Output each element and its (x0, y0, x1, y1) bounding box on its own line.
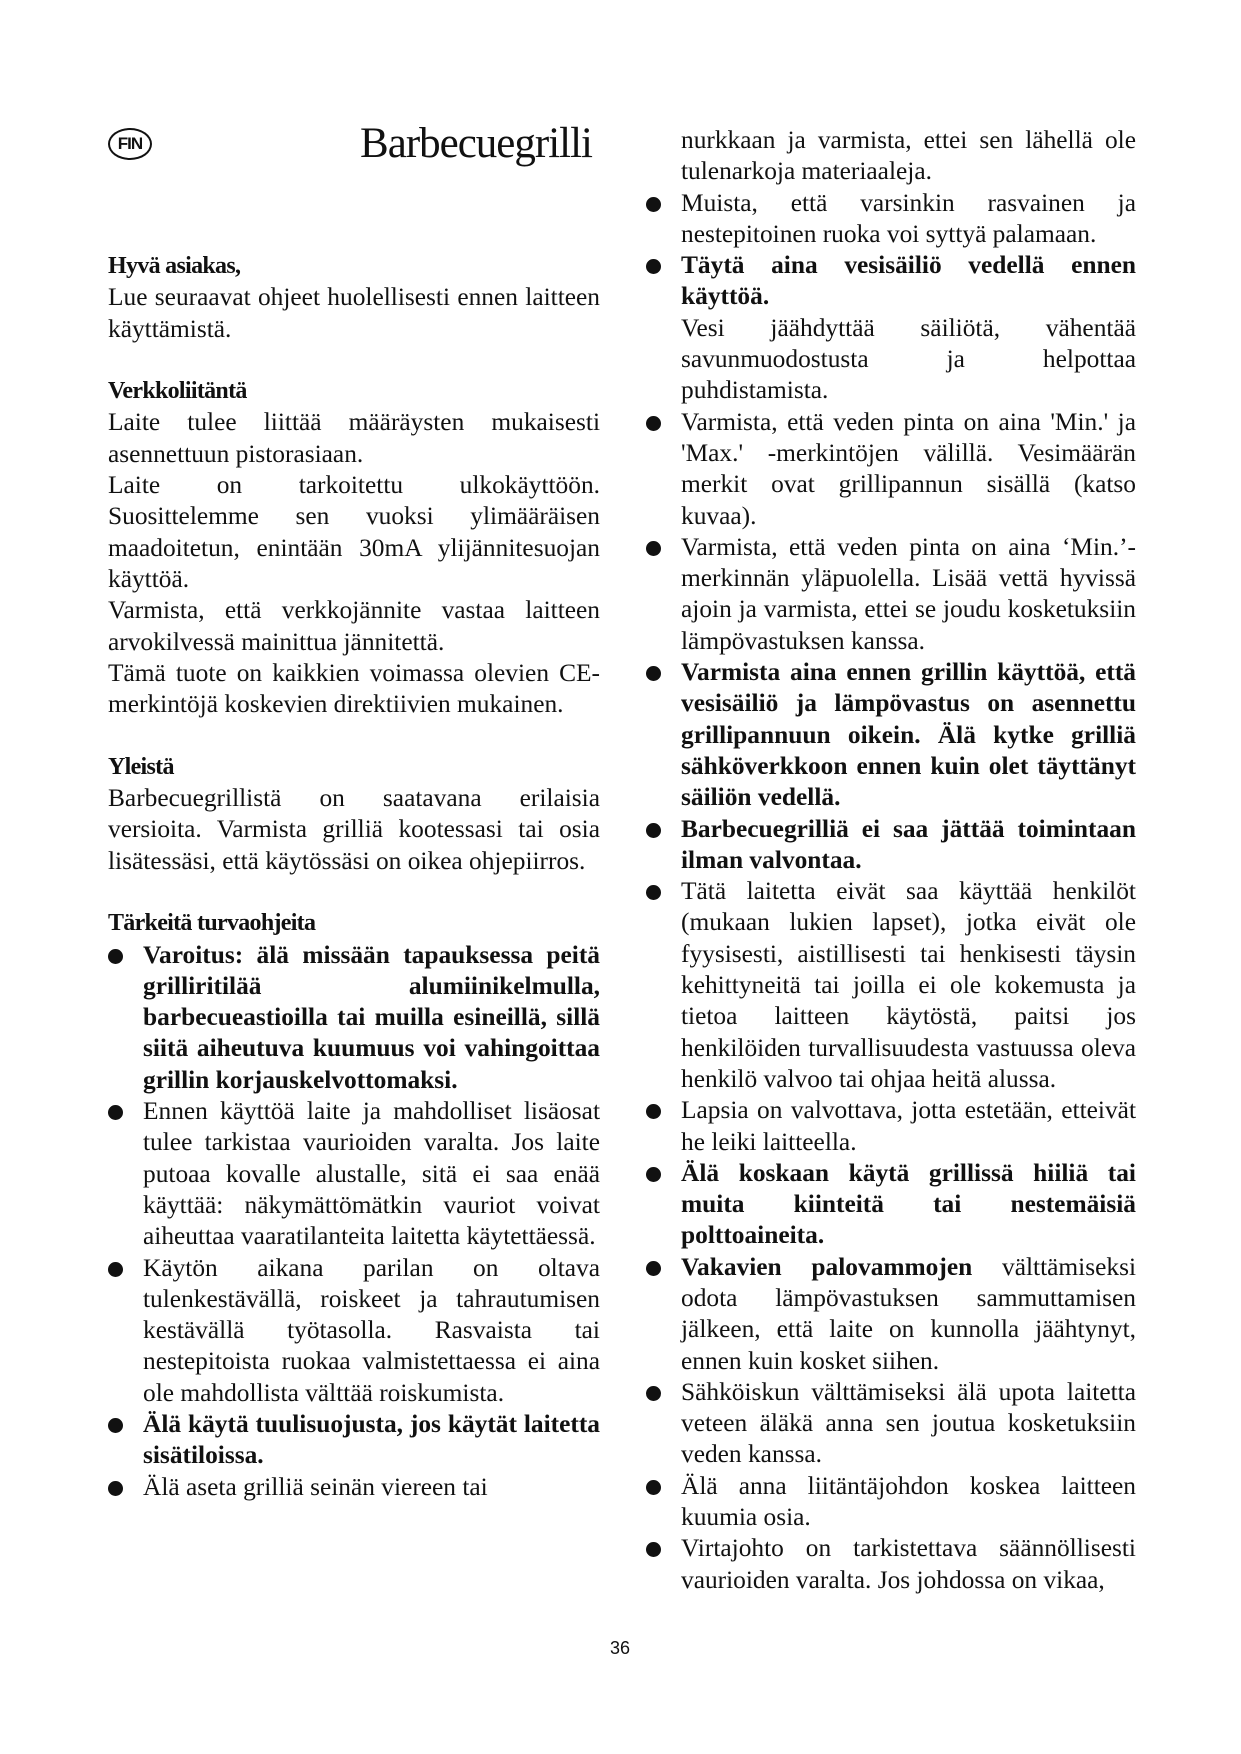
page-title: Barbecuegrilli (360, 120, 592, 167)
list-item: Varoitus: älä missään tapauksessa peitä grilliritilää alumiinikelmulla, barbecueastioilla tai muilla esineillä, sillä siitä aiheutuva kuumuus voi vahingoittaa grillin korjauskelvottomaksi. (108, 940, 600, 1096)
bullet-icon (108, 949, 123, 964)
bullet-icon (646, 1261, 661, 1276)
bullet-icon (646, 1386, 661, 1401)
list-item: Vakavien palovammojen välttämiseksi odota lämpövastuksen sammuttamisen jälkeen, että laite on kunnolla jäähtynyt, ennen kuin kosket siihen. (646, 1252, 1136, 1377)
right-column (646, 125, 1136, 1596)
bullet-icon (646, 1104, 661, 1119)
paragraph: Tämä tuote on kaikkien voimassa olevien CE-merkintöjä koskevien direktiivien mukainen. (108, 658, 600, 719)
language-badge: FIN (108, 128, 152, 160)
bullet-icon (646, 197, 661, 212)
section-heading-general: Yleistä (108, 753, 174, 780)
bullet-icon (646, 823, 661, 838)
list-item: Muista, että varsinkin rasvainen ja nestepitoinen ruoka voi syttyä palamaan. (646, 188, 1136, 251)
list-item: Varmista, että veden pinta on aina ‘Min.’-merkinnän yläpuolella. Lisää vettä hyvissä ajoin ja varmista, ettei se joudu kosketuksiin lämpövastuksen kanssa. (646, 532, 1136, 657)
paragraph: Barbecuegrillistä on saatavana erilaisia versioita. Varmista grilliä kootessasi tai osia lisätessäsi, että käytössäsi on oikea ohjepiirros. (108, 784, 600, 875)
paragraph: Laite tulee liittää määräysten mukaisesti asennettuun pistorasiaan. (108, 408, 600, 468)
greeting: Hyvä asiakas, (108, 253, 241, 279)
list-item: Älä aseta grilliä seinän viereen tai (108, 1472, 600, 1503)
intro-text: Lue seuraavat ohjeet huolellisesti ennen laitteen käyttämistä. (108, 283, 600, 343)
list-item: Lapsia on valvottava, jotta estetään, etteivät he leiki laitteella. (646, 1095, 1136, 1158)
bullet-icon (108, 1481, 123, 1496)
page-number: 36 (609, 1638, 631, 1658)
bullet-icon (646, 666, 661, 681)
list-item: Täytä aina vesisäiliö vedellä ennen käyttöä. Vesi jäähdyttää säiliötä, vähentää savunmuodostusta ja helpottaa puhdistamista. (646, 250, 1136, 406)
list-item: Virtajohto on tarkistettava säännöllisesti vaurioiden varalta. Jos johdossa on vikaa, (646, 1533, 1136, 1596)
list-item: Varmista aina ennen grillin käyttöä, että vesisäiliö ja lämpövastus on asennettu grillipannuun oikein. Älä kytke grilliä sähköverkkoon ennen kuin olet täyttänyt säiliön vedellä. (646, 657, 1136, 813)
bullet-icon (108, 1418, 123, 1433)
paragraph: Laite on tarkoitettu ulkokäyttöön. Suosittelemme sen vuoksi ylimääräisen maadoitetun, enintään 30mA ylijännitesuojan käyttöä. (108, 471, 600, 593)
bullet-icon (646, 1167, 661, 1182)
bullet-icon (646, 1480, 661, 1495)
bullet-icon (108, 1105, 123, 1120)
section-heading-power: Verkkoliitäntä (108, 378, 247, 405)
list-item: Tätä laitetta eivät saa käyttää henkilöt (mukaan lukien lapset), jotka eivät ole fyysisesti, aistillisesti tai henkisesti täysin kehittyneitä tai joilla ei ole kokemusta ja tietoa laitteen käytöstä, paitsi jos henkilöiden turvallisuudesta vastuussa oleva henkilö valvoo tai ohjaa heitä alussa. (646, 876, 1136, 1095)
list-item: Ennen käyttöä laite ja mahdolliset lisäosat tulee tarkistaa vaurioiden varalta. Jos laite putoaa kovalle alustalle, sitä ei saa enää käyttää: näkymättömätkin vauriot voivat aiheuttaa vaaratilanteita laitetta käytettäessä. (108, 1096, 600, 1252)
list-item: Sähköiskun välttämiseksi älä upota laitetta veteen äläkä anna sen joutua kosketuksiin veden kanssa. (646, 1377, 1136, 1471)
bullet-icon (646, 416, 661, 431)
bullet-icon (108, 1262, 123, 1277)
bullet-icon (646, 885, 661, 900)
section-heading-safety: Tärkeitä turvaohjeita (108, 910, 316, 937)
list-item: Älä koskaan käytä grillissä hiiliä tai muita kiinteitä tai nestemäisiä polttoaineita. (646, 1158, 1136, 1252)
continuation-text: nurkkaan ja varmista, ettei sen lähellä ole tulenarkoja materiaaleja. (681, 126, 1136, 186)
list-item: Barbecuegrilliä ei saa jättää toimintaan ilman valvontaa. (646, 814, 1136, 877)
left-column (108, 251, 600, 1503)
paragraph: Varmista, että verkkojännite vastaa laitteen arvokilvessä mainittua jännitettä. (108, 596, 600, 656)
bullet-icon (646, 1542, 661, 1557)
bullet-icon (646, 541, 661, 556)
bullet-icon (646, 259, 661, 274)
list-item: Älä anna liitäntäjohdon koskea laitteen kuumia osia. (646, 1471, 1136, 1534)
list-item: Älä käytä tuulisuojusta, jos käytät laitetta sisätiloissa. (108, 1409, 600, 1472)
list-item: Varmista, että veden pinta on aina 'Min.' ja 'Max.' -merkintöjen välillä. Vesimäärän merkit ovat grillipannun sisällä (katso kuvaa). (646, 407, 1136, 532)
list-item: Käytön aikana parilan on oltava tulenkestävällä, roiskeet ja tahrautumisen kestävällä työtasolla. Rasvaista tai nestepitoista ruokaa valmistettaessa ei aina ole mahdollista välttää roiskumista. (108, 1253, 600, 1409)
